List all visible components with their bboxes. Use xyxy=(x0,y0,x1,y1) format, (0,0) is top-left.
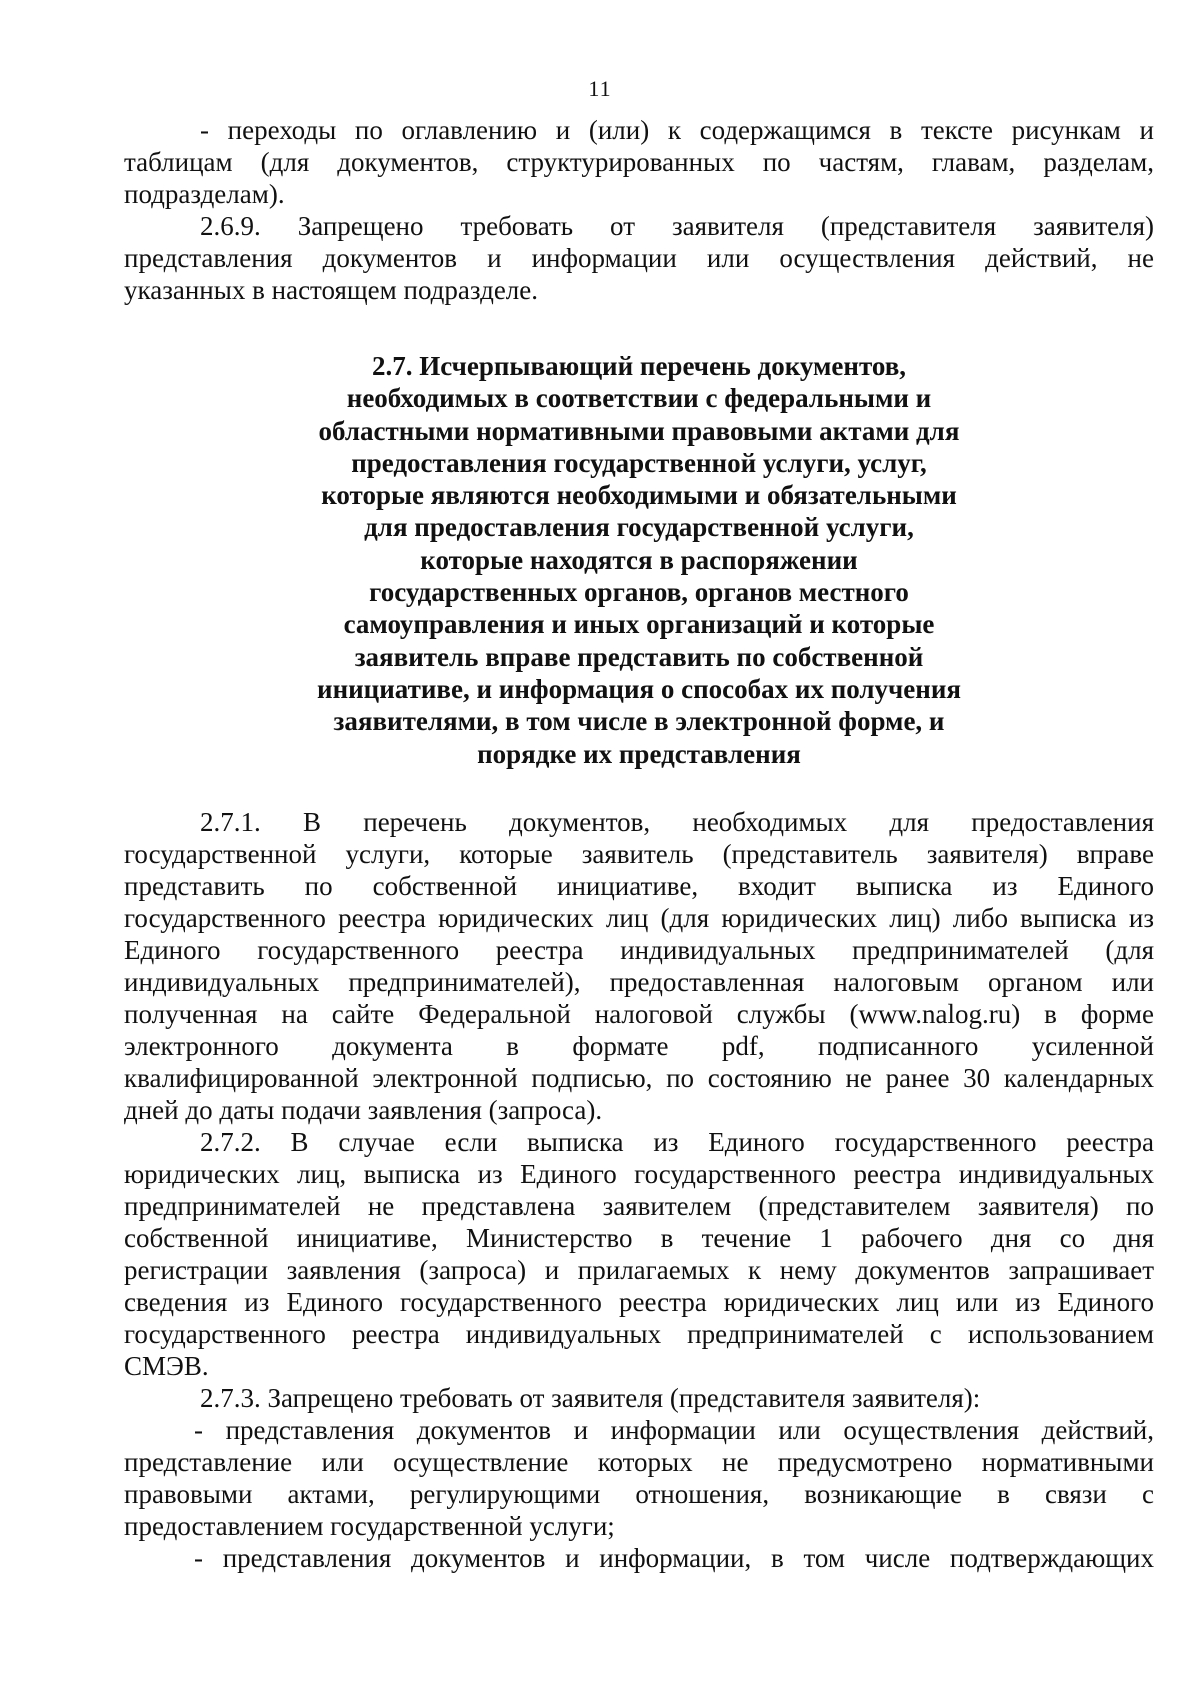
text-line: юридических лиц, выписка из Единого государственного реестра индивидуальных xyxy=(124,1159,1154,1189)
text-line: представление или осуществление которых не предусмотрено нормативными xyxy=(124,1447,1154,1477)
text-line: представить по собственной инициативе, входит выписка из Единого xyxy=(124,871,1154,901)
text-line: 2.7.3. Запрещено требовать от заявителя (представителя заявителя): xyxy=(200,1383,981,1413)
text-line: таблицам (для документов, структурированных по частям, главам, разделам, xyxy=(124,147,1154,177)
text-line: квалифицированной электронной подписью, по состоянию не ранее 30 календарных xyxy=(124,1063,1154,1093)
text-line: индивидуальных предпринимателей), предоставленная налоговым органом или xyxy=(124,967,1154,997)
text-line: правовыми актами, регулирующими отношения, возникающие в связи с xyxy=(124,1479,1154,1509)
heading-line: порядке их представления xyxy=(477,738,801,769)
text-line: - представления документов и информации, в том числе подтверждающих xyxy=(194,1543,1154,1573)
page-number: 11 xyxy=(588,76,612,101)
text-line: регистрации заявления (запроса) и прилагаемых к нему документов запрашивает xyxy=(124,1255,1154,1285)
text-line: электронного документа в формате pdf, подписанного усиленной xyxy=(124,1031,1154,1061)
heading-line: государственных органов, органов местного xyxy=(369,577,909,608)
intro-section xyxy=(124,114,1154,306)
text-line: - представления документов и информации или осуществления действий, xyxy=(194,1415,1154,1445)
section-heading xyxy=(124,350,1154,770)
text-line: предпринимателей не представлена заявителем (представителем заявителя) по xyxy=(124,1191,1154,1221)
heading-line: которые являются необходимыми и обязательными xyxy=(321,480,957,511)
text-line: полученная на сайте Федеральной налоговой службы (www.nalog.ru) в форме xyxy=(124,999,1154,1029)
text-line: предоставлением государственной услуги; xyxy=(124,1511,615,1541)
heading-line: областными нормативными правовыми актами для xyxy=(318,415,960,446)
text-line: 2.6.9. Запрещено требовать от заявителя (представителя заявителя) xyxy=(200,211,1154,241)
heading-line: предоставления государственной услуги, услуг, xyxy=(351,447,927,478)
text-line: государственного реестра индивидуальных предпринимателей с использованием xyxy=(124,1319,1154,1349)
text-line: представления документов и информации или осуществления действий, не xyxy=(124,243,1154,273)
heading-line: заявитель вправе представить по собственной xyxy=(354,641,924,672)
text-line: указанных в настоящем подразделе. xyxy=(124,275,539,305)
text-line: подразделам). xyxy=(124,179,285,209)
text-line: 2.7.2. В случае если выписка из Единого государственного реестра xyxy=(200,1127,1154,1157)
heading-line: необходимых в соответствии с федеральными и xyxy=(346,383,932,414)
heading-line: заявителями, в том числе в электронной форме, и xyxy=(333,706,945,737)
heading-line: для предоставления государственной услуги, xyxy=(364,512,914,543)
text-line: государственного реестра юридических лиц (для юридических лиц) либо выписка из xyxy=(124,903,1154,933)
text-line: СМЭВ. xyxy=(124,1351,209,1381)
heading-line: самоуправления и иных организаций и которые xyxy=(343,609,935,640)
text-line: собственной инициативе, Министерство в течение 1 рабочего дня со дня xyxy=(124,1223,1154,1253)
text-line: сведения из Единого государственного реестра юридических лиц или из Единого xyxy=(124,1287,1154,1317)
text-line: Единого государственного реестра индивидуальных предпринимателей (для xyxy=(124,935,1154,965)
heading-line: инициативе, и информация о способах их получения xyxy=(317,673,961,704)
text-line: - переходы по оглавлению и (или) к содержащимся в тексте рисункам и xyxy=(200,115,1154,145)
text-line: 2.7.1. В перечень документов, необходимых для предоставления xyxy=(200,807,1154,837)
text-line: государственной услуги, которые заявитель (представитель заявителя) вправе xyxy=(124,839,1154,869)
text-line: дней до даты подачи заявления (запроса). xyxy=(124,1095,603,1125)
heading-line: которые находятся в распоряжении xyxy=(420,544,858,575)
body-section xyxy=(124,806,1154,1574)
heading-line: 2.7. Исчерпывающий перечень документов, xyxy=(371,351,907,381)
